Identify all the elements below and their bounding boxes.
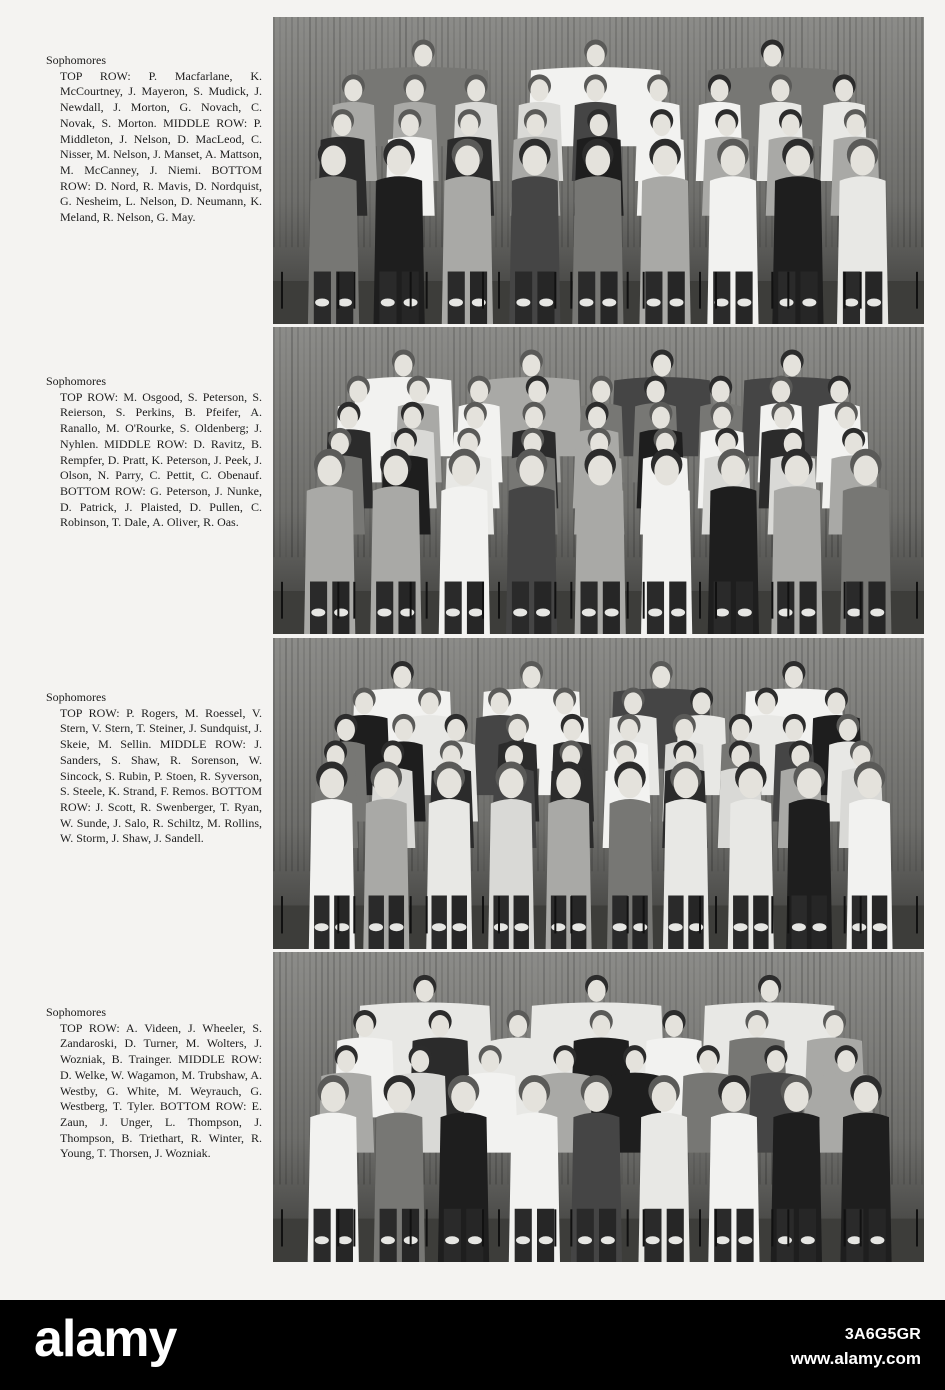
image-url: www.alamy.com [790,1349,921,1368]
photo-graphic [273,327,924,634]
section-names: TOP ROW: M. Osgood, S. Peterson, S. Reierson, S. Perkins, B. Pfeifer, A. Ranallo, M. O'Rourke, S. Oldenberg; J. Nyhlen. MIDDLE ROW: D. Ravitz, B. Rempfer, D. Pratt, K. Peterson, J. Peek, J. Olson, N. Parry, C. Pettit, C. Obenauf. BOTTOM ROW: G. Peterson, J. Nunke, D. Patrick, J. Plaisted, D. Pullen, C. Robinson, T. Dale, A. Oliver, R. Oas. [60,389,262,530]
section-caption-4 [46,1005,262,1162]
section-heading: Sophomores [46,53,106,67]
photo-graphic [273,952,924,1262]
section-caption-1 [46,53,262,226]
alamy-logo [34,1310,234,1370]
class-photo-4 [273,952,924,1262]
section-names: TOP ROW: A. Videen, J. Wheeler, S. Zandaroski, D. Turner, M. Wolters, J. Wozniak, B. Trainger. MIDDLE ROW: D. Welke, W. Wagamon, M. Trubshaw, A. Westby, G. White, M. Weyrauch, G. Westberg, T. Tyler. BOTTOM ROW: E. Zaun, J. Unger, L. Thompson, J. Thompson, B. Triethart, R. Winter, R. Young, T. Thorsen, J. Wozniak. [60,1020,262,1161]
section-caption-3 [46,690,262,847]
section-heading: Sophomores [46,374,106,388]
image-id: 3A6G5GR [844,1326,921,1343]
svg-text:alamy: alamy [34,1310,177,1368]
section-caption-2 [46,374,262,531]
section-names: TOP ROW: P. Rogers, M. Roessel, V. Stern, V. Stern, T. Steiner, J. Sundquist, J. Skeie, M. Sellin. MIDDLE ROW: J. Sanders, S. Shaw, R. Sorenson, W. Sincock, S. Rubin, P. Stoen, R. Syverson, S. Steele, K. Strand, F. Remos. BOTTOM ROW: J. Scott, R. Swenberger, T. Ryan, W. Sunde, J. Salo, R. Schiltz, M. Rollins, W. Storm, J. Shaw, J. Sandell. [60,705,262,846]
section-names: TOP ROW: P. Macfarlane, K. McCourtney, J. Mayeron, S. Mudick, J. Newdall, J. Morton, G. Novach, C. Novak, S. Morton. MIDDLE ROW: P. Middleton, J. Nelson, D. MacLeod, C. Nisser, M. Nelson, J. Manset, A. Mattson, M. McCanney, J. Niemi. BOTTOM ROW: D. Nord, R. Mavis, D. Nordquist, G. Nesheim, L. Nelson, D. Neumann, K. Meland, R. Nelson, G. May. [60,68,262,225]
class-photo-2 [273,327,924,634]
class-photo-1 [273,17,924,324]
class-photo-3 [273,638,924,949]
section-heading: Sophomores [46,1005,106,1019]
photo-graphic [273,638,924,949]
section-heading: Sophomores [46,690,106,704]
photo-graphic [273,17,924,324]
